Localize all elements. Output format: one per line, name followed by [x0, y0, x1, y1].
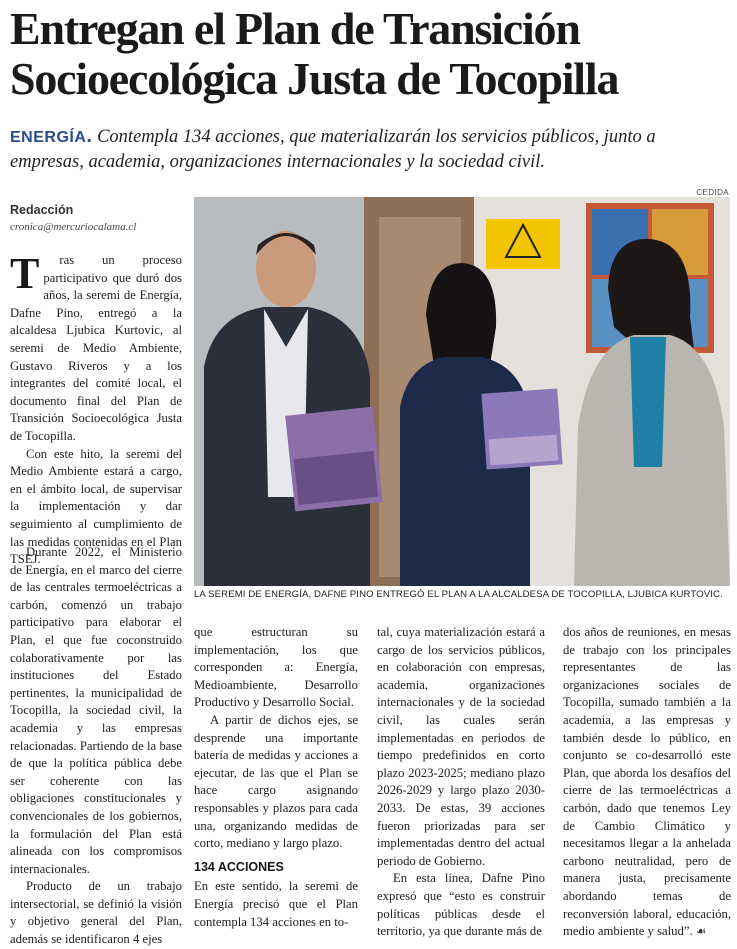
byline-author: Redacción: [10, 203, 74, 217]
byline-email[interactable]: cronica@mercuriocalama.cl: [10, 221, 137, 233]
photo-illustration: [194, 197, 730, 586]
photo-document-1-band: [294, 451, 378, 505]
headline-line-1: Entregan el Plan de Transición: [10, 3, 580, 54]
deck-kicker: [10, 125, 93, 147]
article-column-1-bottom: [10, 544, 182, 947]
article-paragraph: En este sentido, la seremi de Energía precisó que el Plan contempla 134 acciones en to-: [194, 879, 358, 929]
end-mark-icon: ☙: [695, 924, 707, 939]
subhead: 134 ACCIONES: [194, 859, 284, 874]
article-column-2: [194, 624, 358, 934]
article-column-4: [563, 624, 731, 939]
photo: [194, 197, 730, 586]
photo-document-2-band: [489, 435, 559, 466]
photo-woman-center-hair: [426, 263, 496, 365]
paragraph-text: ras un proceso participativo que duró dos años, la seremi de Energía, Dafne Pino, entregó a la alcaldesa Ljubica Kurtovic, al seremi de Medio Ambiente, Gustavo Riveros y a los integrantes del comité local, el documento final del Plan de Transición Socioecológica Justa de Tocopilla.: [10, 253, 182, 443]
photo-woman-right-top: [630, 337, 666, 467]
headline-line-2: Socioecológica Justa de Tocopilla: [10, 53, 619, 104]
byline: [10, 203, 182, 233]
article-paragraph: tal, cuya materialización estará a cargo de los servicios públicos, en colaboración con empresas, academia, organizaciones internacionales y de la sociedad civil, las cuales serán implementadas en periodos de tiempo predefinidos en corto plazo 2023-2025; mediano plazo 2026-2029 y largo plazo 2030-2033. De estas, 39 acciones fueron priorizadas para ser implementadas dentro del actual periodo de Gobierno.: [377, 625, 545, 868]
article-column-1-top: [10, 249, 182, 567]
article-paragraph: Producto de un trabajo intersectorial, se definió la visión y objetivo general del Plan, además se identificaron 4 ejes: [10, 879, 182, 947]
article-column-3: [377, 624, 545, 939]
drop-cap: T: [10, 249, 40, 298]
photo-woman-center-blouse: [400, 357, 530, 586]
kicker-dot: .: [86, 125, 93, 147]
deck-text: Contempla 134 acciones, que materializarán los servicios públicos, junto a empresas, academia, organizaciones internacionales y la sociedad civil.: [10, 127, 656, 172]
article-paragraph: Durante 2022, el Ministerio de Energía, en el marco del cierre de las centrales termoeléctricas a carbón, comenzó un trabajo participativo para elaborar el Plan, el que fue coconstruido colaborativamente por las instituciones del Estado pertinentes, la municipalidad de Tocopilla, la sociedad civil, la academia y las empresas relacionadas. Partiendo de la base de que la política pública debe ser coherente con las obligaciones constitucionales y convencionales de los gobiernos, la formulación del Plan está alineada con los compromisos internacionales.: [10, 545, 182, 876]
article-paragraph: A partir de dichos ejes, se desprende una importante batería de medidas y acciones a ejecutar, de las que el Plan se hace cargo asignando responsables y plazos para cada una, organizando medidas de corto, mediano y largo plazo.: [194, 712, 358, 851]
article-paragraph: En esta línea, Dafne Pino expresó que “esto es construir políticas públicas desde el territorio, ya que durante más de: [377, 871, 545, 939]
article-paragraph: Con este hito, la seremi del Medio Ambiente estará a cargo, en el ámbito local, de supervisar la implementación y dar seguimiento al cumplimiento de las medidas contenidas en el Plan TSEJ.: [10, 446, 182, 567]
paragraph-text: dos años de reuniones, en mesas de trabajo con los principales representantes de las organizaciones sociales de Tocopilla, sumado también a la academia, a las empresas y también desde lo público, en conjunto se co-desarrolló este Plan, que aborda los desafíos del cierre de las termoeléctricas a carbón, dado que tenemos Ley de Cambio Climático y necesitamos llegar a la anhelada carbono neutralidad, pero de manera justa, precisamente abordando temas de reconversión laboral, educación, medio ambiente y salud”.: [563, 625, 731, 939]
article-paragraph: [563, 624, 731, 941]
kicker-label: ENERGÍA: [10, 129, 87, 146]
article-paragraph: que estructuran su implementación, los que corresponden a: Energía, Medioambiente, Desarrollo Productivo y Desarrollo Social.: [194, 625, 358, 710]
photo-caption: LA SEREMI DE ENERGÍA, DAFNE PINO ENTREGÓ EL PLAN A LA ALCALDESA DE TOCOPILLA, LJUBICA KURTOVIC.: [194, 589, 723, 600]
deck: [10, 124, 732, 175]
headline: [10, 4, 730, 104]
photo-credit: CEDIDA: [696, 188, 729, 197]
article-paragraph: [10, 249, 182, 446]
